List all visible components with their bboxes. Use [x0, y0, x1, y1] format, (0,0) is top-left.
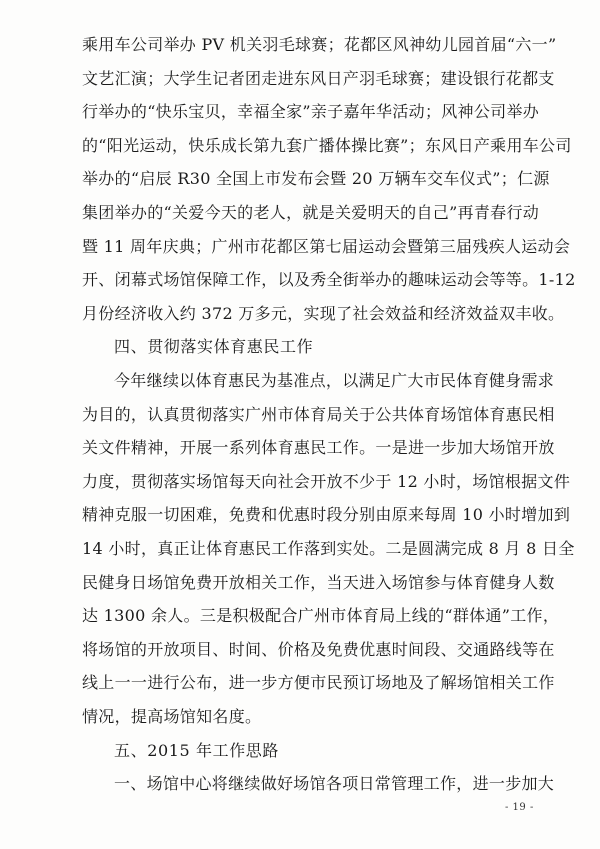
text-line: 达 1300 余人。三是积极配合广州市体育局上线的“群体通”工作，	[82, 606, 560, 626]
section-heading: 五、2015 年工作思路	[114, 740, 280, 760]
text-line: 暨 11 周年庆典；广州市花都区第七届运动会暨第三届残疾人运动会	[82, 236, 571, 256]
text-line: 月份经济收入约 372 万多元，实现了社会效益和经济效益双丰收。	[82, 303, 565, 323]
text-line: 线上一一进行公布，进一步方便市民预订场地及了解场馆相关工作	[82, 673, 555, 693]
text-line: 开、闭幕式场馆保障工作，以及秀全街举办的趣味运动会等等。1-12	[82, 270, 576, 290]
text-line: 关文件精神，开展一系列体育惠民工作。一是进一步加大场馆开放	[82, 438, 555, 458]
text-line: 的“阳光运动，快乐成长第九套广播体操比赛”；东风日产乘用车公司	[82, 135, 572, 155]
text-line: 民健身日场馆免费开放相关工作，当天进入场馆参与体育健身人数	[82, 572, 555, 592]
text-line: 今年继续以体育惠民为基准点，以满足广大市民体育健身需求	[114, 371, 555, 390]
section-heading: 四、贯彻落实体育惠民工作	[114, 337, 314, 357]
text-line: 乘用车公司举办 PV 机关羽毛球赛；花都区风神幼儿园首届“六一”	[82, 35, 557, 54]
text-line: 集团举办的“关爱今天的老人，就是关爱明天的自己”再青春行动	[82, 203, 540, 222]
text-line: 文艺汇演；大学生记者团走进东风日产羽毛球赛；建设银行花都支	[82, 68, 555, 88]
text-line: 为目的，认真贯彻落实广州市体育局关于公共体育场馆体育惠民相	[82, 404, 555, 424]
text-line: 行举办的“快乐宝贝，幸福全家”亲子嘉年华活动；风神公司举办	[82, 102, 540, 122]
text-line: 举办的“启辰 R30 全国上市发布会暨 20 万辆车交车仪式”；仁源	[82, 169, 550, 189]
text-line: 情况，提高场馆知名度。	[82, 707, 262, 726]
text-line: 将场馆的开放项目、时间、价格及免费优惠时间段、交通路线等在	[82, 639, 555, 659]
text-line: 精神克服一切困难，免费和优惠时段分别由原来每周 10 小时增加到	[82, 505, 571, 525]
text-line: 一、场馆中心将继续做好场馆各项日常管理工作，进一步加大	[114, 774, 555, 794]
text-line: 14 小时，真正让体育惠民工作落到实处。二是圆满完成 8 月 8 日全	[82, 539, 575, 558]
text-line: 力度，贯彻落实场馆每天向社会开放不少于 12 小时，场馆根据文件	[82, 471, 571, 491]
page-number: - 19 -	[505, 802, 534, 813]
